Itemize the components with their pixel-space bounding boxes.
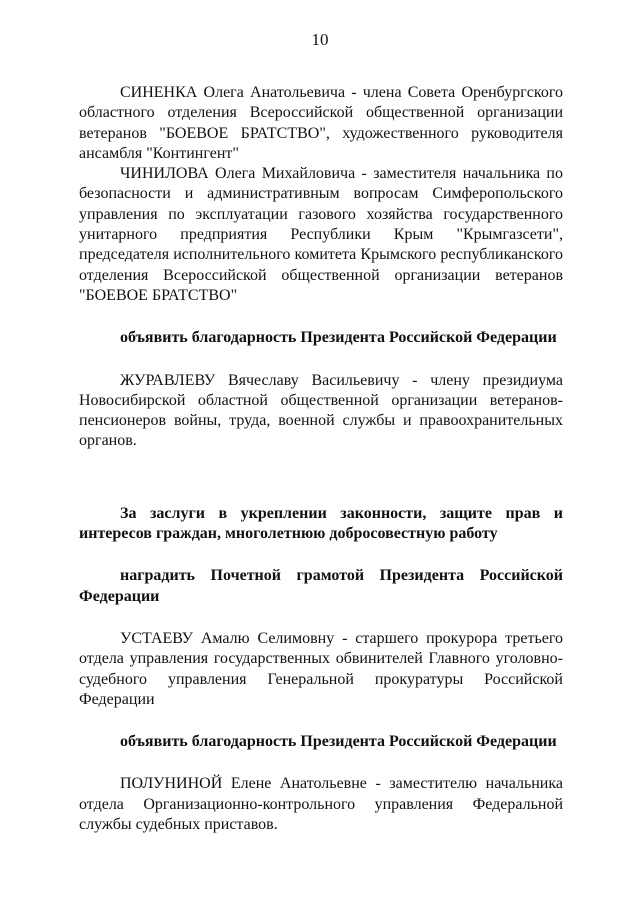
heading-award-certificate: наградить Почетной грамотой Президента Российской Федерации <box>79 567 563 605</box>
paragraph-polunina: ПОЛУНИНОЙ Елене Анатольевне - заместителю начальника отдела Организационно-контрольного управления Федеральной службы судебных приставов. <box>79 775 563 834</box>
paragraph-zhuravlev: ЖУРАВЛЕВУ Вячеславу Васильевичу - члену президиума Новосибирской областной общественной организации ветеранов-пенсионеров войны, труда, военной службы и правоохранительных органов. <box>79 371 563 450</box>
page-number: 10 <box>311 30 329 49</box>
heading-gratitude-1: объявить благодарность Президента Российской Федерации <box>120 329 557 347</box>
heading-gratitude-2: объявить благодарность Президента Российской Федерации <box>120 733 557 751</box>
document-body <box>79 83 563 835</box>
paragraph-ustaeva: УСТАЕВУ Амалю Селимовну - старшего прокурора третьего отдела управления государственных обвинителей Главного уголовно-судебного управления Генеральной прокуратуры Российской Федерации <box>79 629 563 708</box>
paragraph-sinenko: СИНЕНКА Олега Анатольевича - члена Совета Оренбургского областного отделения Всероссийской общественной организации ветеранов "БОЕВОЕ БРАТСТВО", художественного руководителя ансамбля "Контингент" <box>79 84 563 162</box>
heading-merit: За заслуги в укреплении законности, защите прав и интересов граждан, многолетнюю добросовестную работу <box>79 504 563 543</box>
paragraph-chinilov: ЧИНИЛОВА Олега Михайловича - заместителя начальника по безопасности и административным вопросам Симферопольского управления по эксплуатации газового хозяйства государственного унитарного предприятия Республики Крым "Крымгазсети", председателя исполнительного комитета Крымского республиканского отделения Всероссийской общественной организации ветеранов "БОЕВОЕ БРАТСТВО" <box>79 165 563 304</box>
